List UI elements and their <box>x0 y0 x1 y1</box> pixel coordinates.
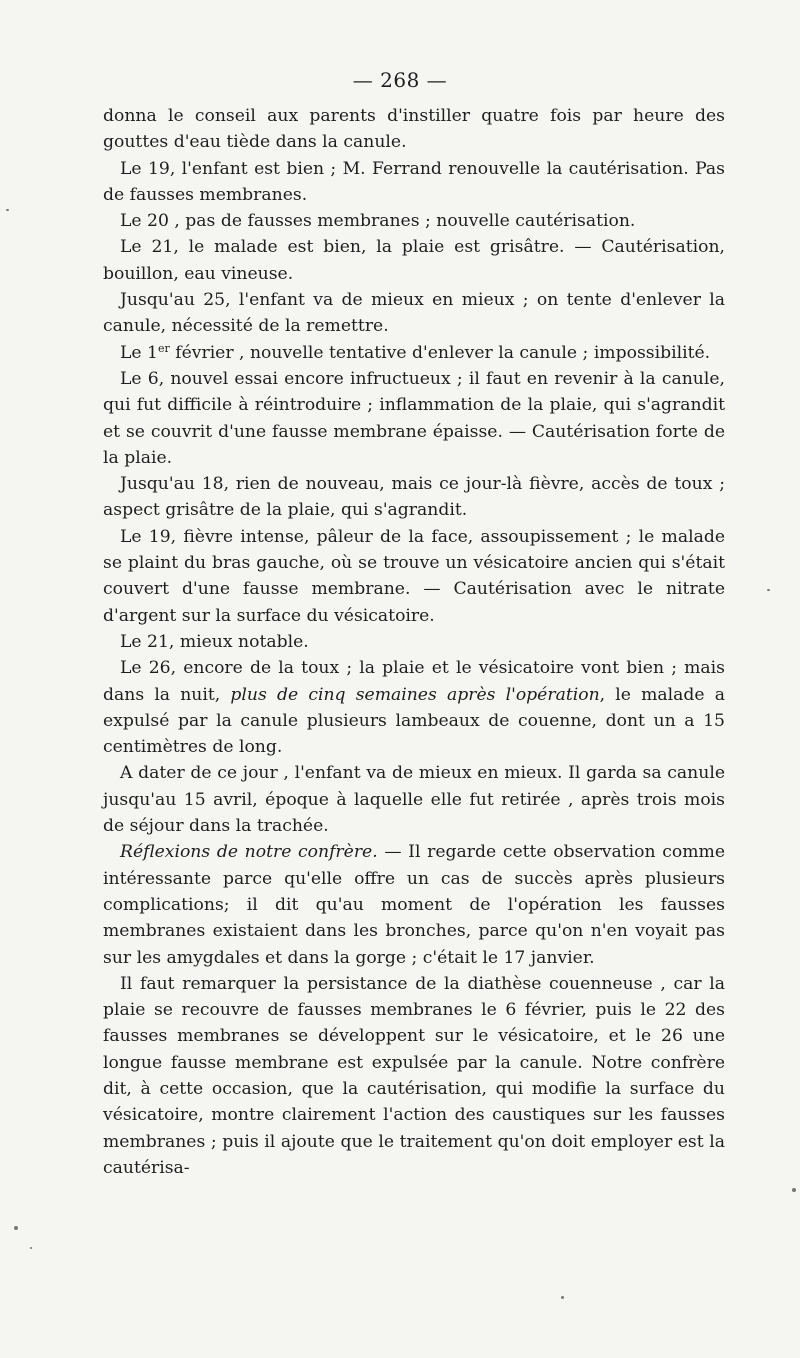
paragraph-jusqu-au-18: Jusqu'au 18, rien de nouveau, mais ce jour-là fièvre, accès de toux ; aspect grisâtre de la plaie, qui s'agrandit. <box>103 474 725 521</box>
page-number: — 268 — <box>352 68 448 92</box>
paragraph-le-19: Le 19, l'enfant est bien ; M. Ferrand renouvelle la cautérisation. Pas de fausses membranes. <box>103 158 725 205</box>
paragraph-reflexions-text: — Il regarde cette observation comme intéressante parce qu'elle offre un cas de succès après plusieurs complications; il dit qu'au moment de l'opération les fausses membranes existaient dans les bronches, parce qu'on n'en voyait pas sur les amygdales et dans la gorge ; c'était le 17 janvier. <box>103 842 725 968</box>
paragraph-le-21-mieux: Le 21, mieux notable. <box>120 631 309 652</box>
paragraph-a-dater: A dater de ce jour , l'enfant va de mieux en mieux. Il garda sa canule jusqu'au 15 avril, époque à laquelle elle fut retirée , après trois mois de séjour dans la trachée. <box>103 763 725 837</box>
paragraph-le-6: Le 6, nouvel essai encore infructueux ; il faut en revenir à la canule, qui fut difficile à réintroduire ; inflammation de la plaie, qui s'agrandit et se couvrit d'une fausse membrane épaisse. — Cautérisation forte de la plaie. <box>103 368 725 468</box>
ink-speck <box>561 1296 564 1299</box>
paragraph-le-19-fievre: Le 19, fièvre intense, pâleur de la face, assoupissement ; le malade se plaint du bras gauche, où se trouve un vésicatoire ancien qui s'était couvert d'une fausse membrane. — Cautérisation avec le nitrate d'argent sur la surface du vésicatoire. <box>103 526 725 626</box>
paragraph-le-20: Le 20 , pas de fausses membranes ; nouvelle cautérisation. <box>120 211 636 232</box>
paragraph-reflexions <box>103 839 725 970</box>
ink-speck <box>792 1188 796 1192</box>
ink-speck <box>767 589 770 591</box>
paragraph-le-26-end: , le malade a expulsé par la canule plusieurs lambeaux de couenne, dont un a 15 centimètres de long. <box>103 684 726 758</box>
paragraph-persistance: Il faut remarquer la persistance de la diathèse couenneuse , car la plaie se recouvre de fausses membranes le 6 février, puis le 22 des fausses membranes se développent sur le vésicatoire, et le 26 une longue fausse membrane est expulsée par la canule. Notre confrère dit, à cette occasion, que la cautérisation, qui modifie la surface du vésicatoire, montre clairement l'action des caustiques sur les fausses membranes ; puis il ajoute que le traitement qu'on doit employer est la cautérisa- <box>103 973 725 1178</box>
paragraph-1er-fevrier-start: Le 1 <box>120 342 158 363</box>
ink-speck <box>6 209 9 211</box>
paragraph-le-21: Le 21, le malade est bien, la plaie est grisâtre. — Cautérisation, bouillon, eau vineuse. <box>103 237 725 284</box>
paragraph-le-26-start: Le 26, encore de la toux ; la plaie et le vésicatoire vont bien ; mais dans la nuit, <box>103 658 725 705</box>
ink-speck <box>14 1226 18 1230</box>
paragraph-1er-fevrier-end: février , nouvelle tentative d'enlever la canule ; impossibilité. <box>169 342 711 363</box>
superscript-er: er <box>157 341 170 355</box>
paragraph-le-26 <box>103 655 725 760</box>
body-text <box>103 103 725 1181</box>
ink-speck <box>30 1247 32 1249</box>
paragraph-1er-fevrier <box>103 340 725 366</box>
paragraph-continuation: donna le conseil aux parents d'instiller quatre fois par heure des gouttes d'eau tiède dans la canule. <box>103 106 725 153</box>
paragraph-jusqu-au-25: Jusqu'au 25, l'enfant va de mieux en mieux ; on tente d'enlever la canule, nécessité de la remettre. <box>103 290 725 337</box>
italic-phrase: plus de cinq semaines après l'opération <box>230 684 600 705</box>
section-heading-reflexions: Réflexions de notre confrère. <box>120 842 378 863</box>
